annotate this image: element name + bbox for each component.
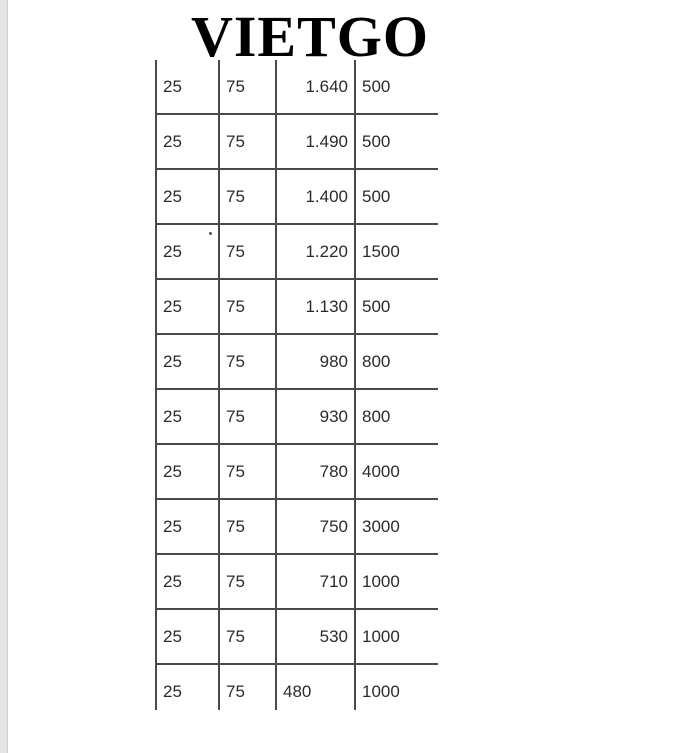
table-cell-c: 1.640 — [276, 60, 355, 114]
table-cell-d: 800 — [355, 334, 438, 389]
table-cell-d: 500 — [355, 169, 438, 224]
table-cell-a: 25 — [156, 279, 219, 334]
price-table-container — [155, 60, 438, 710]
table-cell-a: 25 — [156, 334, 219, 389]
table-cell-b: 75 — [219, 169, 276, 224]
table-row — [156, 389, 438, 444]
table-row — [156, 664, 438, 710]
table-cell-d: 500 — [355, 60, 438, 114]
table-row — [156, 499, 438, 554]
table-cell-a: 25 — [156, 664, 219, 710]
table-cell-c: 480 — [276, 664, 355, 710]
table-cell-a: 25 — [156, 554, 219, 609]
table-cell-b: 75 — [219, 114, 276, 169]
table-cell-c: 750 — [276, 499, 355, 554]
table-cell-c: 710 — [276, 554, 355, 609]
table-cell-b: 75 — [219, 389, 276, 444]
table-cell-c: 1.400 — [276, 169, 355, 224]
table-cell-b: 75 — [219, 444, 276, 499]
table-cell-a: 25 — [156, 224, 219, 279]
table-cell-a: 25 — [156, 444, 219, 499]
table-cell-c: 1.130 — [276, 279, 355, 334]
table-cell-a: 25 — [156, 114, 219, 169]
table-cell-a: 25 — [156, 169, 219, 224]
table-cell-c: 980 — [276, 334, 355, 389]
price-table — [155, 60, 438, 710]
table-row — [156, 334, 438, 389]
vietgo-watermark: VIETGO — [190, 4, 430, 69]
table-row — [156, 444, 438, 499]
table-cell-a: 25 — [156, 60, 219, 114]
table-row — [156, 554, 438, 609]
table-cell-b: 75 — [219, 664, 276, 710]
window-edge — [0, 0, 8, 753]
table-row — [156, 609, 438, 664]
table-cell-c: 1.220 — [276, 224, 355, 279]
table-cell-d: 500 — [355, 114, 438, 169]
table-cell-b: 75 — [219, 60, 276, 114]
table-cell-d: 1000 — [355, 554, 438, 609]
table-cell-d: 4000 — [355, 444, 438, 499]
table-cell-b: 75 — [219, 499, 276, 554]
table-cell-d: 3000 — [355, 499, 438, 554]
table-cell-a: 25 — [156, 389, 219, 444]
table-cell-b: 75 — [219, 224, 276, 279]
table-cell-d: 800 — [355, 389, 438, 444]
table-cell-d: 1000 — [355, 664, 438, 710]
table-cell-c: 780 — [276, 444, 355, 499]
table-cell-c: 530 — [276, 609, 355, 664]
table-cell-b: 75 — [219, 554, 276, 609]
table-cell-d: 1000 — [355, 609, 438, 664]
stray-dot — [209, 232, 212, 235]
table-cell-d: 500 — [355, 279, 438, 334]
table-cell-d: 1500 — [355, 224, 438, 279]
table-row — [156, 169, 438, 224]
table-cell-c: 1.490 — [276, 114, 355, 169]
table-row — [156, 224, 438, 279]
table-cell-c: 930 — [276, 389, 355, 444]
table-cell-a: 25 — [156, 499, 219, 554]
table-cell-b: 75 — [219, 334, 276, 389]
table-cell-b: 75 — [219, 609, 276, 664]
table-row — [156, 279, 438, 334]
table-row — [156, 114, 438, 169]
table-cell-b: 75 — [219, 279, 276, 334]
table-cell-a: 25 — [156, 609, 219, 664]
